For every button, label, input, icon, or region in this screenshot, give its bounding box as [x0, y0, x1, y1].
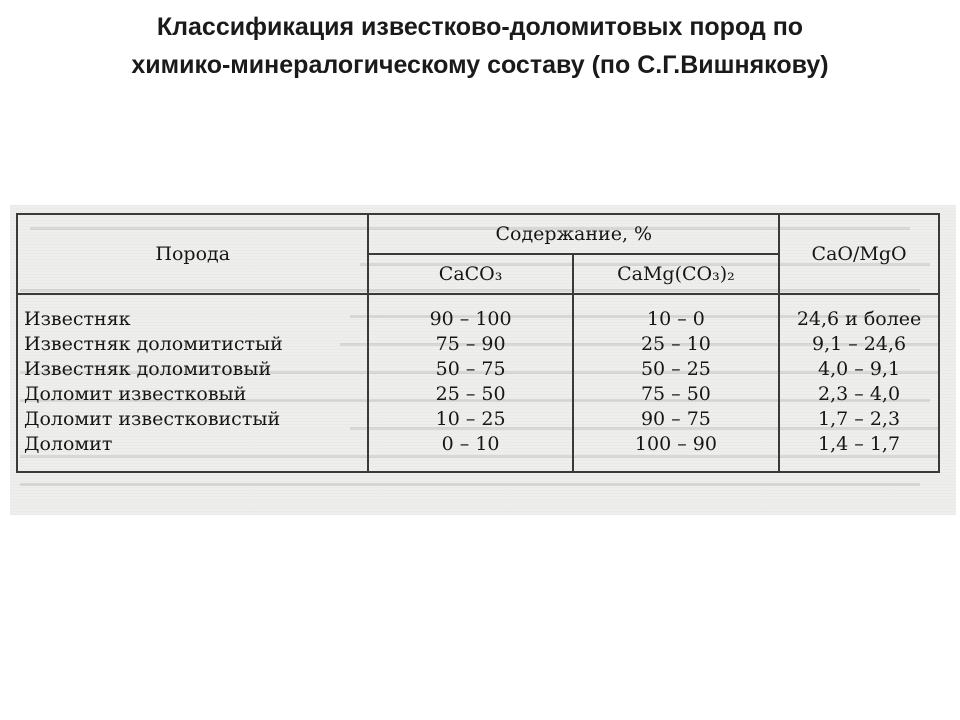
- cell-rock: Известняк доломитистый: [17, 332, 368, 357]
- header-cao-mgo: CaO/MgO: [779, 214, 939, 294]
- cell-ratio: 1,4 – 1,7: [779, 432, 939, 472]
- bleed-through-line: [20, 483, 920, 486]
- cell-caco3: 10 – 25: [368, 407, 572, 432]
- cell-camg: 75 – 50: [573, 382, 779, 407]
- cell-caco3: 25 – 50: [368, 382, 572, 407]
- cell-ratio: 1,7 – 2,3: [779, 407, 939, 432]
- cell-rock: Доломит известковый: [17, 382, 368, 407]
- table-row: [17, 382, 939, 407]
- slide-title: [0, 8, 960, 84]
- cell-camg: 90 – 75: [573, 407, 779, 432]
- title-line-2: химико-минералогическому составу (по С.Г.Вишнякову): [131, 51, 829, 79]
- cell-ratio: 9,1 – 24,6: [779, 332, 939, 357]
- cell-rock: Известняк: [17, 294, 368, 332]
- header-caco3: CaCO₃: [368, 254, 572, 294]
- cell-camg: 50 – 25: [573, 357, 779, 382]
- cell-camg: 10 – 0: [573, 294, 779, 332]
- cell-rock: Доломит: [17, 432, 368, 472]
- cell-rock: Доломит известковистый: [17, 407, 368, 432]
- table-row: [17, 432, 939, 472]
- header-rock: Порода: [17, 214, 368, 294]
- table-row: [17, 294, 939, 332]
- classification-table: [16, 213, 940, 473]
- cell-ratio: 2,3 – 4,0: [779, 382, 939, 407]
- cell-caco3: 90 – 100: [368, 294, 572, 332]
- cell-camg: 25 – 10: [573, 332, 779, 357]
- cell-caco3: 75 – 90: [368, 332, 572, 357]
- cell-rock: Известняк доломитовый: [17, 357, 368, 382]
- cell-ratio: 24,6 и более: [779, 294, 939, 332]
- title-line-1: Классификация известково-доломитовых пород по: [156, 13, 804, 41]
- table-row: [17, 332, 939, 357]
- cell-ratio: 4,0 – 9,1: [779, 357, 939, 382]
- table-row: [17, 357, 939, 382]
- cell-caco3: 50 – 75: [368, 357, 572, 382]
- cell-camg: 100 – 90: [573, 432, 779, 472]
- header-camg-co3: CaMg(CO₃)₂: [573, 254, 779, 294]
- cell-caco3: 0 – 10: [368, 432, 572, 472]
- table-row: [17, 407, 939, 432]
- header-content: Содержание, %: [368, 214, 779, 254]
